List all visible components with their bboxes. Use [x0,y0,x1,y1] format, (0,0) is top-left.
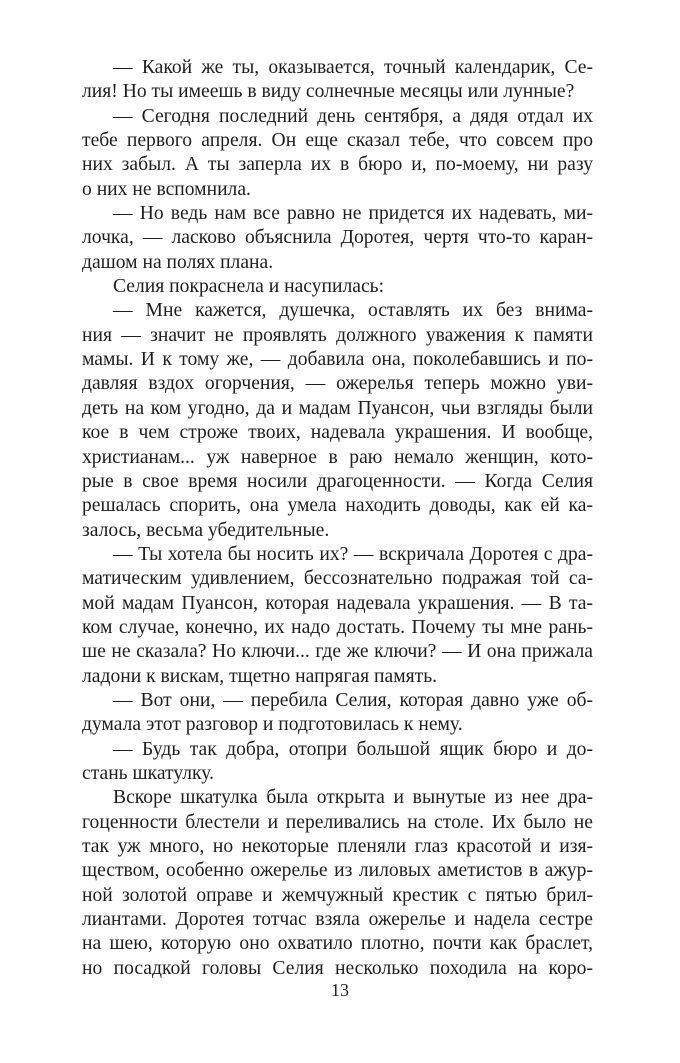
text-line: ше не сказала? Но ключи... где же ключи? — И она прижала [82,641,593,663]
text-line: ния — значит не проявлять должного уважения к памяти [82,324,593,346]
text-line: кое в чем строже твоих, надевала украшения. И вообще, [82,422,593,444]
text-line: залось, весьма убедительные. [82,519,330,541]
text-line: — Вот они, — перебила Селия, которая давно уже об- [113,689,593,711]
text-line: — Ты хотела бы носить их? — вскричала Доротея с дра- [113,543,593,565]
text-line: христианам... уж наверное в раю немало женщин, кото- [82,446,593,468]
text-line: — Какой же ты, оказывается, точный календарик, Се- [113,57,593,78]
text-line: на шею, которую оно охватило плотно, почти как браслет, [82,933,593,955]
text-line: матическим удивлением, бессознательно подражая той са- [82,568,593,590]
text-line: ществом, особенно ожерелье из лиловых аметистов в ажур- [82,860,593,882]
text-line: деть на ком угодно, да и мадам Пуансон, чьи взгляды были [82,397,593,419]
page-body-text [82,56,593,981]
page-number: 13 [331,980,349,1000]
text-line: но посадкой головы Селия несколько походила на коро- [82,957,593,979]
text-line: ком случае, конечно, их надо достать. Почему ты мне рань- [82,616,593,638]
text-line: — Сегодня последний день сентября, а дядя отдал их [113,105,593,127]
text-line: лия! Но ты имеешь в виду солнечные месяцы или лунные? [82,81,575,103]
text-line: дашом на полях плана. [82,251,274,273]
text-line: Селия покраснела и насупилась: [113,276,385,298]
text-line: лиантами. Доротея тотчас взяла ожерелье и надела сестре [82,909,593,931]
text-line: гоценности блестели и переливались на столе. Их было не [82,811,593,833]
text-line: мамы. И к тому же, — добавила она, поколебавшись и по- [82,349,593,371]
text-line: стань шкатулку. [82,762,215,784]
text-line: мой мадам Пуансон, которая надевала украшения. — В та- [82,592,593,614]
text-line: давляя вздох огорчения, — ожерелья теперь можно уви- [82,373,593,395]
text-line: так уж много, но некоторые пленяли глаз красотой и изя- [82,836,593,857]
text-line: о них не вспомнила. [82,178,251,200]
text-line: решалась спорить, она умела находить доводы, как ей ка- [82,495,593,517]
text-line: лочка, — ласково объяснила Доротея, чертя что-то каран- [82,227,593,249]
text-line: — Мне кажется, душечка, оставлять их без внима- [113,300,593,322]
text-line: думала этот разговор и подготовилась к нему. [82,714,463,736]
text-line: рые в свое время носили драгоценности. — Когда Селия [82,470,593,492]
text-line: ной золотой оправе и жемчужный крестик с пятью брил- [82,884,593,906]
text-line: тебе первого апреля. Он еще сказал тебе, что совсем про [82,130,593,152]
text-line: — Но ведь нам все равно не придется их надевать, ми- [113,203,593,225]
text-line: них забыл. А ты заперла их в бюро и, по-моему, ни разу [82,154,593,176]
text-line: ладони к вискам, тщетно напрягая память. [82,665,438,687]
text-line: Вскоре шкатулка была открыта и вынутые из нее дра- [113,787,593,809]
text-line: — Будь так добра, отопри большой ящик бюро и до- [113,738,593,760]
